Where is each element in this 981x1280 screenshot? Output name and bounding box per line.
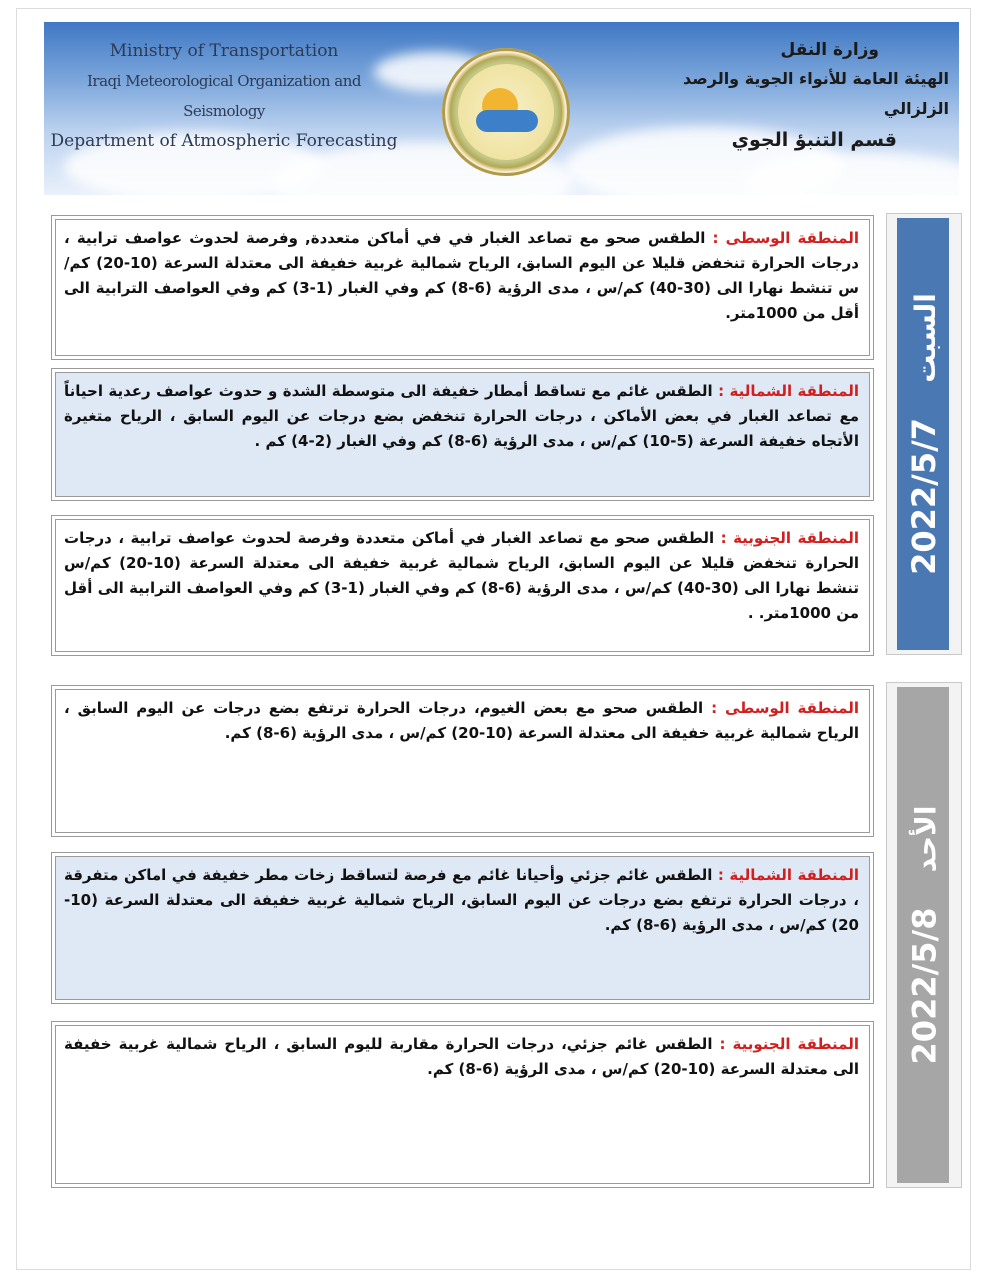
header-banner [44,22,959,195]
forecast-box-central-day1 [51,215,874,360]
forecast-box-central-day2 [51,685,874,837]
forecast-text: الطقس صحو مع بعض الغيوم، درجات الحرارة ترتفع بضع درجات عن اليوم السابق ، الرياح شمالية غربية خفيفة الى معتدلة السرعة (10-20) كم/س ، مدى الرؤية (6-8) كم. [64,699,859,742]
forecast-text: الطقس غائم مع تساقط أمطار خفيفة الى متوسطة الشدة و حدوث عواصف رعدية احياناً مع تصاعد الغبار في بعض الأماكن ، درجات الحرارة تنخفض بضع درجات عن اليوم السابق ، الرياح متغيرة الأتجاه خفيفة السرعة (5-10) كم/س ، مدى الرؤية (6-8) كم وفي الغبار (2-4) كم . [64,382,859,450]
region-label: المنطقة الشمالية : [717,866,859,884]
organization-name-en: Iraqi Meteorological Organization and Seismology [86,72,362,120]
forecast-box-north-day2 [51,852,874,1004]
forecast-text: الطقس صحو مع تصاعد الغبار في في أماكن متعددة, وفرصة لحدوث عواصف ترابية ، درجات الحرارة تنخفض قليلا عن اليوم السابق، الرياح شمالية غربية خفيفة الى معتدلة السرعة (10-20) كم/س تنشط نهارا الى (30-40) كم/س ، مدى الرؤية (6-8) كم وفي الغبار (1-3) كم وفي العواصف الترابية الى أقل من 1000متر. [64,229,859,322]
region-label: المنطقة الجنوبية : [719,1035,859,1053]
ministry-name-en: Ministry of Transportation [109,41,339,61]
region-label: المنطقة الشمالية : [718,382,859,400]
day-date: 2022/5/8 [905,907,944,1065]
day-date: 2022/5/7 [905,417,944,575]
header-arabic [629,36,949,156]
region-label: المنطقة الجنوبية : [720,529,859,547]
forecast-box-south-day1 [51,515,874,656]
forecast-text: الطقس صحو مع تصاعد الغبار في أماكن متعددة وفرصة لحدوث عواصف ترابية ، درجات الحرارة تنخفض قليلا عن اليوم السابق، الرياح شمالية غربية خفيفة الى معتدلة السرعة (10-20) كم/س تنشط نهارا الى (30-40) كم/س ، مدى الرؤية (6-8) كم وفي الغبار (1-3) كم وفي العواصف الترابية الى أقل من 1000متر. . [64,529,859,622]
day-name: الأحد [909,805,943,873]
day-tab-sunday [886,682,962,1188]
ministry-name-ar: وزارة النقل [780,40,879,60]
day-tab-saturday [886,213,962,655]
header-english [44,36,404,156]
department-name-en: Department of Atmospheric Forecasting [50,131,398,151]
forecast-text: الطقس غائم جزئي، درجات الحرارة مقاربة لليوم السابق ، الرياح شمالية غربية خفيفة الى معتدلة السرعة (10-20) كم/س ، مدى الرؤية (6-8) كم. [64,1035,859,1078]
forecast-box-south-day2 [51,1021,874,1188]
forecast-text: الطقس غائم جزئي وأحيانا غائم مع فرصة لتساقط زخات مطر خفيفة في اماكن متفرقة ، درجات الحرارة ترتفع بضع درجات عن اليوم السابق، الرياح شمالية غربية خفيفة الى معتدلة السرعة (10-20) كم/س ، مدى الرؤية (6-8) كم. [64,866,859,934]
region-label: المنطقة الوسطى : [712,229,859,247]
organization-logo [442,48,570,176]
department-name-ar: قسم التنبؤ الجوي [731,129,897,151]
organization-name-ar: الهيئة العامة للأنواء الجوية والرصد الزلزالي [683,69,949,118]
day-name: السبت [909,293,943,383]
region-label: المنطقة الوسطى : [711,699,859,717]
forecast-box-north-day1 [51,368,874,501]
